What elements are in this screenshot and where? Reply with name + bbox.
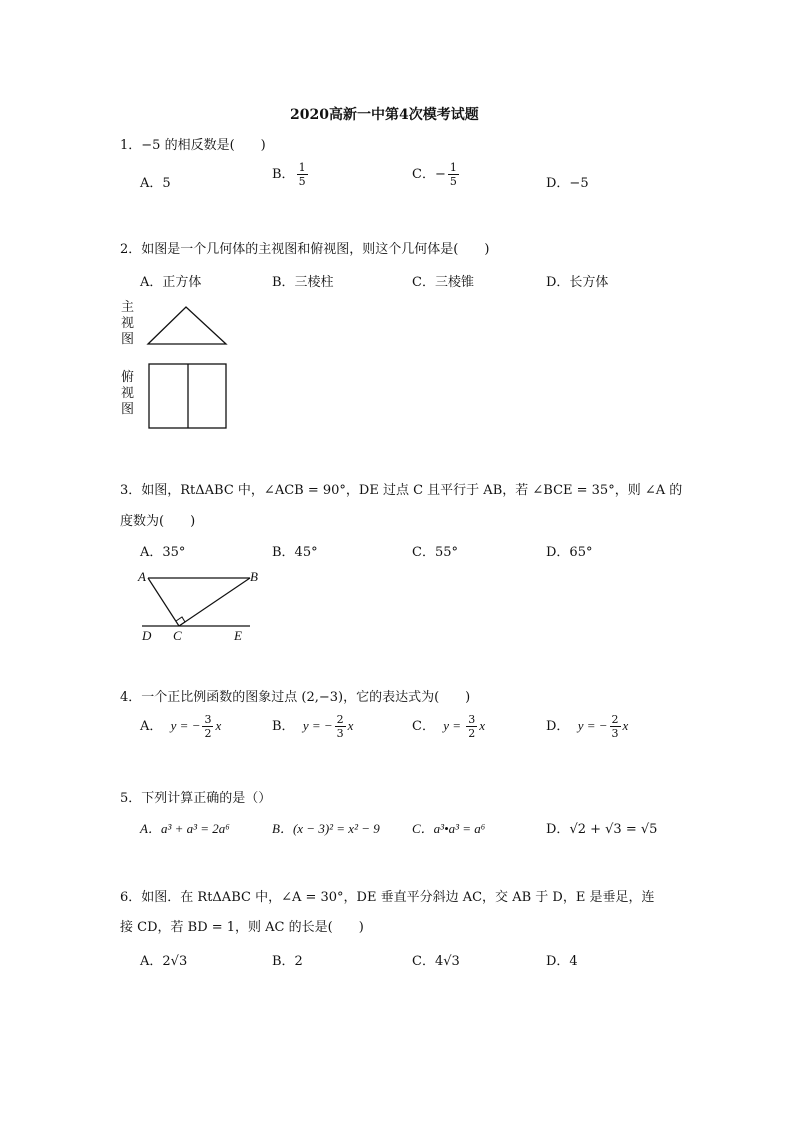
q5-option-d [546,818,657,837]
q5-option-a: A．a³ + a³ = 2a⁶ [140,821,230,836]
q2-option-a: A．正方体 [140,275,202,290]
q2-option-c: C．三棱锥 [412,275,474,290]
q3-option-b: B．45° [272,545,318,560]
q1-option-b-denominator: 5 [298,175,306,188]
q1-option-c-denominator: 5 [449,175,457,188]
q4-option-a-label: A． [140,719,163,734]
q1-option-b [272,162,310,187]
q5-option-d-label: D． [546,822,570,837]
q4-option-d-fraction [610,714,621,739]
q1-option-b-fraction [297,162,308,187]
q4-option-a-fraction [202,714,213,739]
q4-stem: 4．一个正比例函数的图象过点 (2,−3)，它的表达式为( ) [120,690,471,705]
q4-option-c-prefix: y = [443,718,465,733]
q3-stem-line2: 度数为( ) [120,514,196,529]
q1-option-b-label: B． [272,167,295,182]
front-view-label-char: 主 [121,300,135,315]
q4-option-c [412,714,485,739]
front-view-triangle [144,303,230,347]
q4-option-d-label: D． [546,719,570,734]
q4-option-b [272,714,353,739]
q4-option-c-denominator: 2 [468,727,476,740]
q4-option-a-numerator: 3 [204,713,212,726]
q5-option-d-expression: √2 + √3 = √5 [569,822,658,837]
q4-option-d-variable: x [622,718,629,733]
q1-option-c [412,162,461,187]
q4-option-a-prefix: y = − [170,718,201,733]
top-view-label-char: 图 [121,402,135,417]
q3-triangle-figure [136,566,266,644]
q4-option-c-label: C． [412,719,435,734]
front-view-label-char: 视 [121,316,135,331]
q4-option-d [546,714,628,739]
q3-option-a: A．35° [140,545,186,560]
top-view-label-char: 视 [121,386,135,401]
q1-option-a: A．5 [140,176,171,191]
q3-option-c: C．55° [412,545,458,560]
q2-option-d: D．长方体 [546,275,609,290]
q6-stem-line2: 接 CD，若 BD = 1，则 AC 的长是( ) [120,920,364,935]
q1-option-c-label: C．− [412,167,446,182]
q5-stem: 5．下列计算正确的是（） [120,791,272,806]
q4-option-c-fraction [466,714,477,739]
q6-stem-line1: 6．如图．在 RtΔABC 中，∠A = 30°，DE 垂直平分斜边 AC，交 AB 于 D，E 是垂足，连 [120,890,655,905]
point-label-d: D [142,628,152,643]
q4-option-c-variable: x [479,718,486,733]
top-view-label [121,370,134,418]
q4-option-a [140,714,221,739]
q4-option-d-prefix: y = − [577,718,608,733]
q6-option-a: A．2√3 [140,954,188,969]
front-view-label [121,300,134,348]
top-view-label-char: 俯 [121,370,135,385]
q4-option-b-label: B． [272,719,295,734]
q5-option-b: B．(x − 3)² = x² − 9 [272,821,380,836]
q4-option-b-prefix: y = − [302,718,333,733]
q4-option-d-denominator: 3 [611,727,619,740]
q4-option-c-numerator: 3 [468,713,476,726]
top-view-rectangle [147,362,229,430]
point-label-c: C [173,628,182,643]
q4-option-b-numerator: 2 [336,713,344,726]
point-label-e: E [234,628,242,643]
q1-option-c-fraction [448,162,459,187]
q4-option-b-fraction [335,714,346,739]
q6-option-c: C．4√3 [412,954,460,969]
q6-option-b: B．2 [272,954,303,969]
q2-stem: 2．如图是一个几何体的主视图和俯视图，则这个几何体是( ) [120,242,490,257]
q6-option-d: D．4 [546,954,578,969]
q1-option-d: D．−5 [546,176,589,191]
q2-option-b: B．三棱柱 [272,275,334,290]
point-label-b: B [250,569,258,584]
q4-option-a-denominator: 2 [204,727,212,740]
point-label-a: A [138,569,146,584]
q1-option-c-numerator: 1 [449,161,457,174]
q5-option-c: C．a³•a³ = a⁶ [412,821,486,836]
front-view-label-char: 图 [121,332,135,347]
page-title: 2020高新一中第4次模考试题 [290,107,479,123]
q4-option-a-variable: x [215,718,222,733]
q3-option-d: D．65° [546,545,593,560]
q1-option-b-numerator: 1 [298,161,306,174]
q4-option-b-variable: x [347,718,354,733]
q4-option-d-numerator: 2 [611,713,619,726]
q1-stem: 1．−5 的相反数是( ) [120,138,266,153]
q3-stem-line1: 3．如图，RtΔABC 中，∠ACB = 90°，DE 过点 C 且平行于 AB，若 ∠BCE = 35°，则 ∠A 的 [120,483,683,498]
q4-option-b-denominator: 3 [336,727,344,740]
